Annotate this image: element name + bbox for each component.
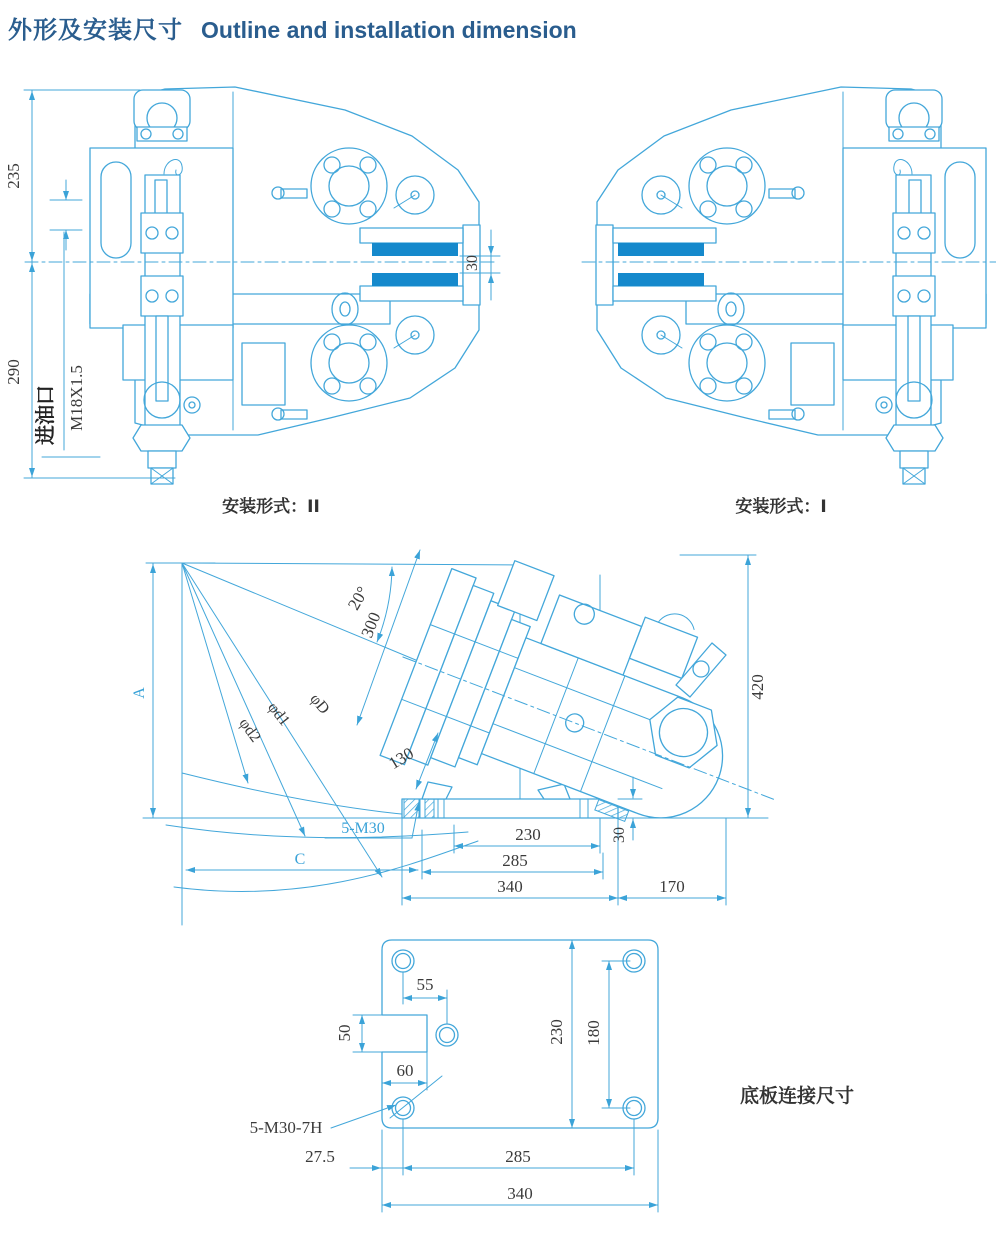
dim-30-pad-gap: 30	[464, 255, 481, 271]
dim-A: A	[131, 687, 148, 699]
dim-55: 55	[416, 975, 434, 994]
arc-d2	[182, 773, 412, 815]
dim-420: 420	[748, 674, 767, 700]
dim-phid2: φd2	[235, 715, 264, 746]
dim-27-5: 27.5	[305, 1147, 335, 1166]
dim-C: C	[294, 851, 306, 868]
dim-60: 60	[396, 1061, 414, 1080]
page-title	[8, 10, 577, 45]
inclined-caliper	[367, 535, 824, 893]
dim-285: 285	[502, 851, 528, 870]
dim-phiD: φD	[306, 690, 333, 718]
arc-D	[174, 841, 478, 892]
dim-180: 180	[584, 1020, 603, 1046]
dim-230-plate: 230	[547, 1019, 566, 1045]
dim-30-base: 30	[611, 827, 628, 843]
dim-angle-20: 20°	[344, 583, 373, 614]
caption-form2: 安装形式：II	[222, 497, 320, 517]
dim-340: 340	[497, 877, 523, 896]
dim-5M30-7H: 5-M30-7H	[249, 1118, 323, 1137]
view-base-plate	[200, 920, 960, 1250]
caption-base-plate: 底板连接尺寸	[739, 1085, 855, 1107]
dim-285-plate: 285	[505, 1147, 531, 1166]
dim-phid1: φd1	[264, 699, 294, 730]
dim-300: 300	[357, 609, 385, 641]
base-plate-outline	[382, 940, 658, 1128]
view-form2	[0, 80, 510, 525]
dim-130: 130	[385, 743, 417, 773]
dim-290: 290	[4, 359, 23, 385]
caption-form1: 安装形式：I	[735, 497, 827, 517]
dim-170: 170	[659, 877, 685, 896]
title-chinese: 外形及安装尺寸	[8, 17, 183, 44]
oil-thread-label: M18X1.5	[67, 365, 86, 431]
oil-inlet-label: 进油口	[33, 385, 57, 445]
view-side	[120, 535, 1000, 935]
dim-340-plate: 340	[507, 1184, 533, 1203]
arc-d1	[166, 825, 468, 838]
dim-235: 235	[4, 163, 23, 189]
dim-50: 50	[335, 1024, 354, 1042]
caliper-body-mirrored	[579, 87, 996, 484]
dim-5M30: 5-M30	[341, 820, 385, 837]
title-english: Outline and installation dimension	[201, 17, 577, 43]
view-form1	[556, 80, 996, 525]
dim-230: 230	[515, 825, 541, 844]
